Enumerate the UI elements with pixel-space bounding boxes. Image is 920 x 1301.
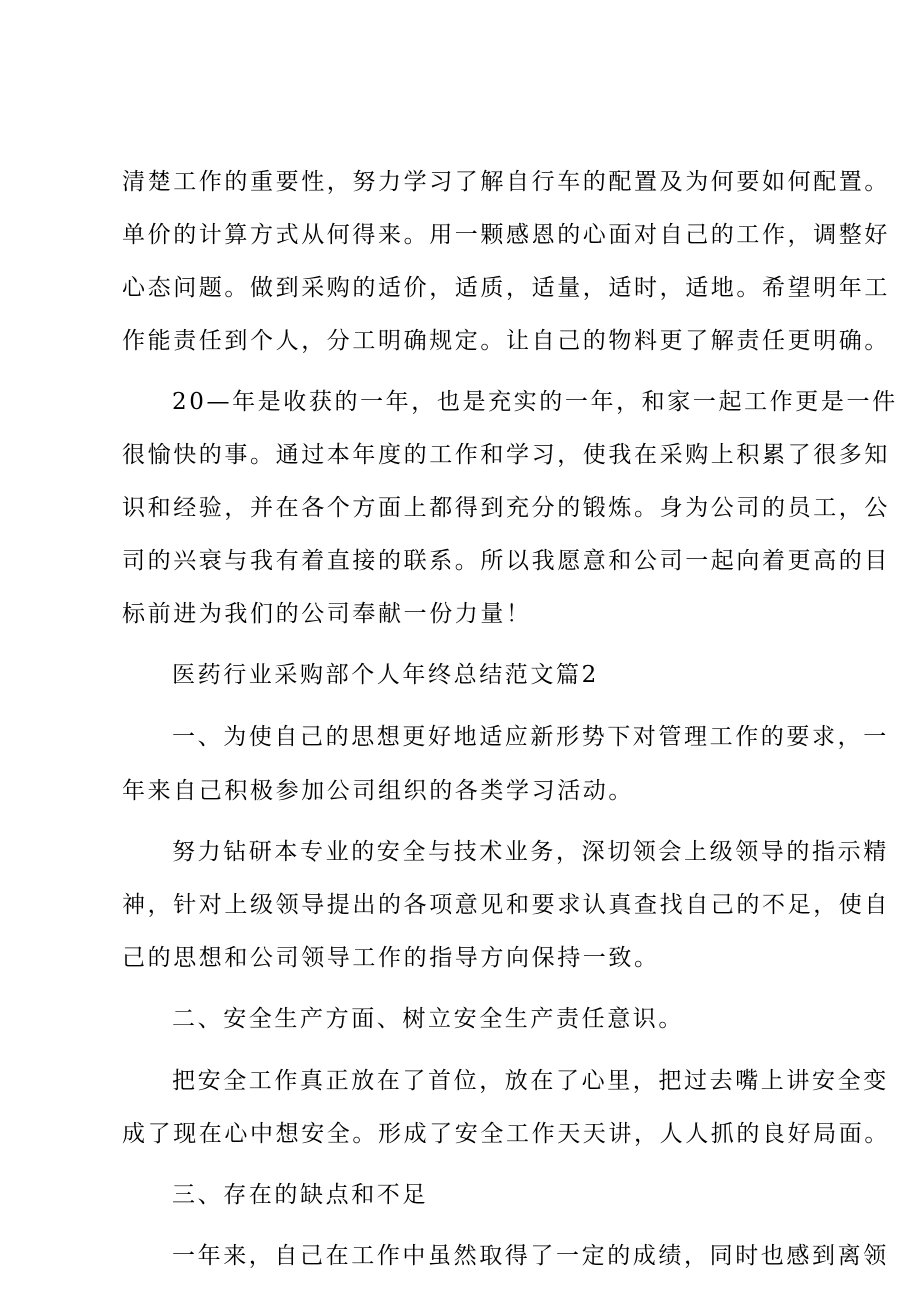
subsection-heading: 二、安全生产方面、树立安全生产责任意识。 <box>172 1006 684 1032</box>
text-line: 司的兴衰与我有着直接的联系。所以我愿意和公司一起向着更高的目 <box>122 548 890 574</box>
text-line: 把安全工作真正放在了首位，放在了心里，把过去嘴上讲安全变 <box>172 1068 889 1094</box>
text-line: 己的思想和公司领导工作的指导方向保持一致。 <box>122 945 660 971</box>
text-line: 单价的计算方式从何得来。用一颗感恩的心面对自己的工作，调整好 <box>122 222 890 248</box>
text-line: 神，针对上级领导提出的各项意见和要求认真查找自己的不足，使自 <box>122 892 890 918</box>
text-line: 识和经验，并在各个方面上都得到充分的锻炼。身为公司的员工，公 <box>122 495 890 521</box>
text-line: 20—年是收获的一年，也是充实的一年，和家一起工作更是一件 <box>172 389 898 415</box>
text-line: 清楚工作的重要性，努力学习了解自行车的配置及为何要如何配置。 <box>122 169 890 195</box>
text-line: 努力钻研本专业的安全与技术业务，深切领会上级领导的指示精 <box>172 839 889 865</box>
text-line: 作能责任到个人，分工明确规定。让自己的物料更了解责任更明确。 <box>122 328 890 354</box>
text-line: 年来自己积极参加公司组织的各类学习活动。 <box>122 778 634 804</box>
text-line: 成了现在心中想安全。形成了安全工作天天讲，人人抓的良好局面。 <box>122 1121 890 1147</box>
text-line: 标前进为我们的公司奉献一份力量！ <box>122 601 532 627</box>
text-line: 很愉快的事。通过本年度的工作和学习，使我在采购上积累了很多知 <box>122 442 890 468</box>
section-heading: 医药行业采购部个人年终总结范文篇2 <box>172 662 599 688</box>
text-line: 一年来，自己在工作中虽然取得了一定的成绩，同时也感到离领 <box>172 1243 889 1269</box>
text-line: 心态问题。做到采购的适价，适质，适量，适时，适地。希望明年工 <box>122 275 890 301</box>
text-line: 一、为使自己的思想更好地适应新形势下对管理工作的要求，一 <box>172 724 889 750</box>
subsection-heading: 三、存在的缺点和不足 <box>172 1182 428 1208</box>
